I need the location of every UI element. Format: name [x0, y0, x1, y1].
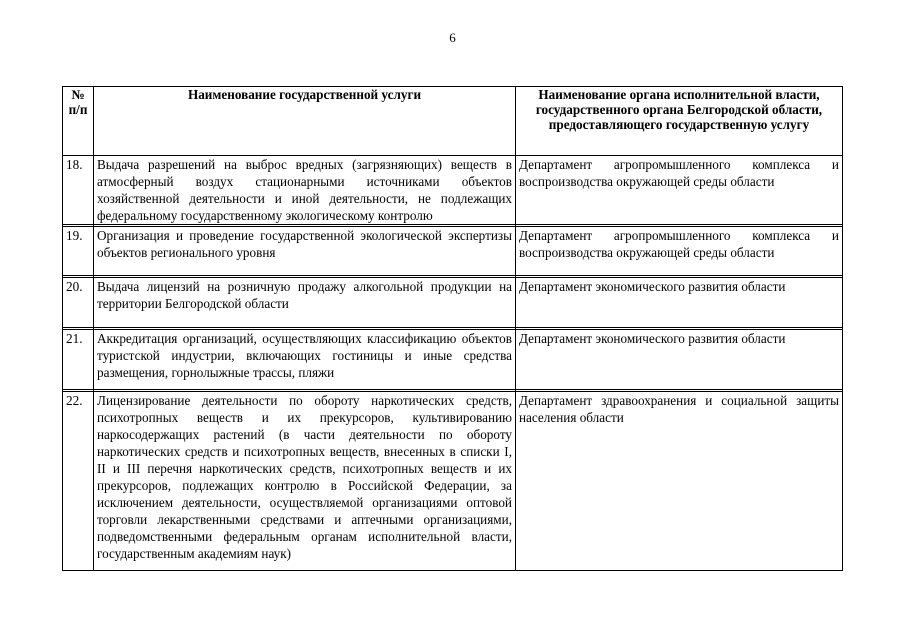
- table-row: [63, 330, 843, 390]
- row-number: 19.: [63, 227, 94, 276]
- service-name: Лицензирование деятельности по обороту наркотических средств, психотропных веществ и их прекурсоров, культивированию наркосодержащих растений (в части деятельности по обороту наркотических средств и психотропных веществ, внесенных в списки I, II и III перечня наркотических средств, психотропных веществ и их прекурсоров, подлежащих контролю в Российской Федерации, за исключением деятельности, осуществляемой организациями оптовой торговли лекарственными средствами и аптечными организациями, подведомственными федеральным органам исполнительной власти, государственным академиям наук): [94, 392, 516, 571]
- row-number: 20.: [63, 278, 94, 328]
- table-header-row: [63, 87, 843, 156]
- row-number: 22.: [63, 392, 94, 571]
- authority-name: Департамент экономического развития области: [516, 278, 843, 328]
- header-number: № п/п: [63, 87, 94, 156]
- services-table: [62, 86, 843, 571]
- row-number: 21.: [63, 330, 94, 390]
- header-authority-name: Наименование органа исполнительной власти, государственного органа Белгородской области, предоставляющего государственную услугу: [516, 87, 843, 156]
- row-number: 18.: [63, 156, 94, 225]
- authority-name: Департамент экономического развития области: [516, 330, 843, 390]
- service-name: Выдача лицензий на розничную продажу алкогольной продукции на территории Белгородской области: [94, 278, 516, 328]
- table-row: [63, 227, 843, 276]
- service-name: Организация и проведение государственной экологической экспертизы объектов регионального уровня: [94, 227, 516, 276]
- table-row: [63, 392, 843, 571]
- table-row: [63, 278, 843, 328]
- table-row: [63, 156, 843, 225]
- service-name: Аккредитация организаций, осуществляющих классификацию объектов туристской индустрии, включающих гостиницы и иные средства размещения, горнолыжные трассы, пляжи: [94, 330, 516, 390]
- authority-name: Департамент здравоохранения и социальной защиты населения области: [516, 392, 843, 571]
- authority-name: Департамент агропромышленного комплекса и воспроизводства окружающей среды области: [516, 156, 843, 225]
- authority-name: Департамент агропромышленного комплекса и воспроизводства окружающей среды области: [516, 227, 843, 276]
- page-number: 6: [449, 30, 456, 45]
- service-name: Выдача разрешений на выброс вредных (загрязняющих) веществ в атмосферный воздух стационарными источниками объектов хозяйственной деятельности и иной деятельности, не подлежащих федеральному государственному экологическому контролю: [94, 156, 516, 225]
- header-service-name: Наименование государственной услуги: [94, 87, 516, 156]
